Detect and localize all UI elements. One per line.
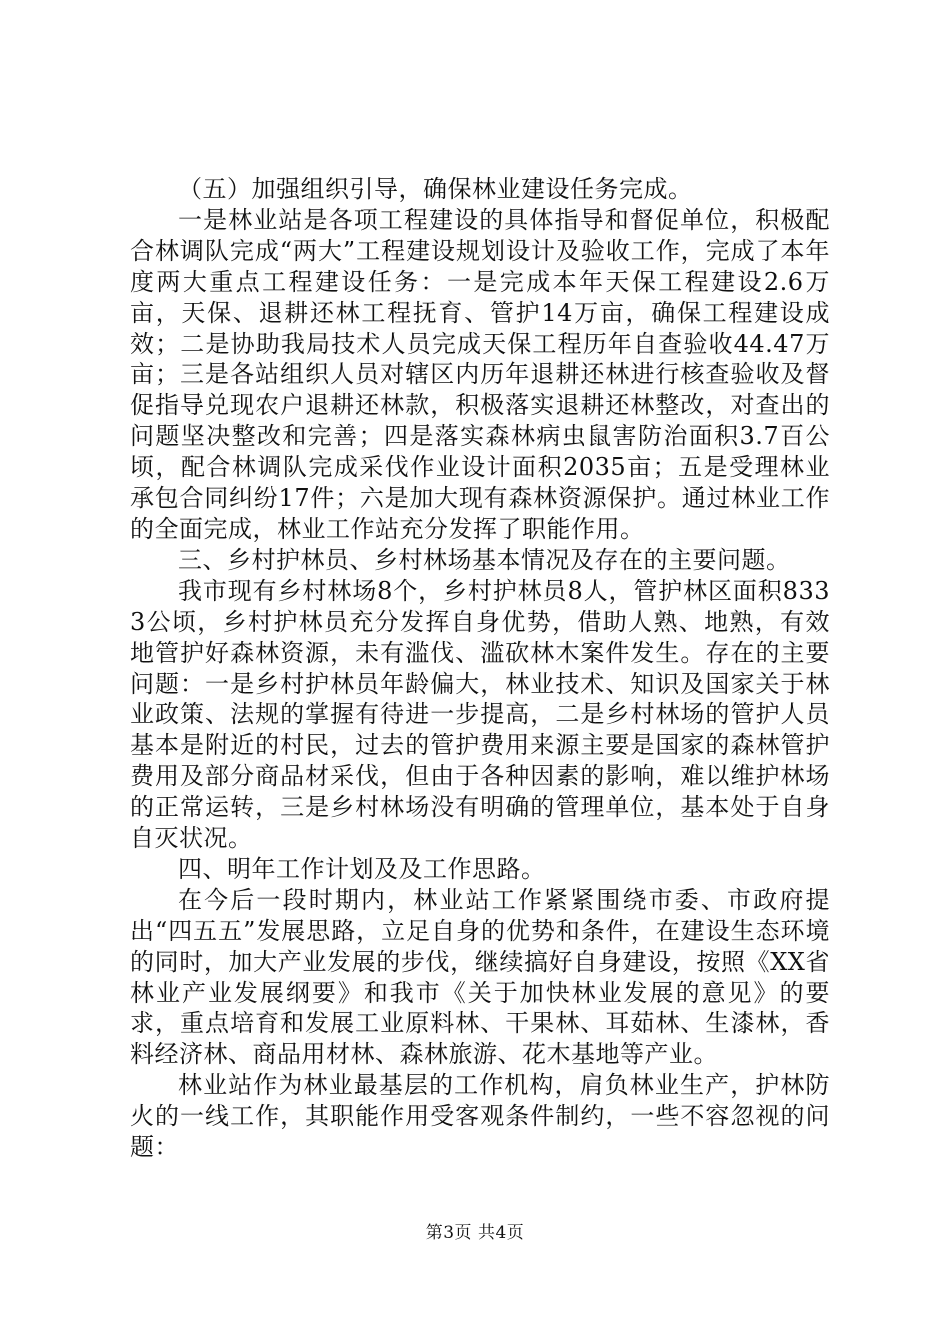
paragraph-rural-forest-rangers: 我市现有乡村林场8个，乡村护林员8人，管护林区面积8333公顷，乡村护林员充分发挥自身优势，借助人熟、地熟，有效地管护好森林资源，未有滥伐、滥砍林木案件发生。存在的主要问题：一是乡村护林员年龄偏大，林业技术、知识及国家关于林业政策、法规的掌握有待进一步提高，二是乡村林场的管护人员基本是附近的村民，过去的管护费用来源主要是国家的森林管护费用及部分商品材采伐，但由于各种因素的影响，难以维护林场的正常运转，三是乡村林场没有明确的管理单位，基本处于自身自灭状况。: [130, 576, 830, 853]
paragraph-problems-intro: 林业站作为林业最基层的工作机构，肩负林业生产，护林防火的一线工作，其职能作用受客观条件制约，一些不容忽视的问题：: [130, 1071, 830, 1162]
paragraph-forestry-station-work: 一是林业站是各项工程建设的具体指导和督促单位，积极配合林调队完成“两大”工程建设规划设计及验收工作，完成了本年度两大重点工程建设任务：一是完成本年天保工程建设2.6万亩，天保、退耕还林工程抚育、管护14万亩，确保工程建设成效；二是协助我局技术人员完成天保工程历年自查验收44.47万亩；三是各站组织人员对辖区内历年退耕还林进行核查验收及督促指导兑现农户退耕还林款，积极落实退耕还林整改，对查出的问题坚决整改和完善；四是落实森林病虫鼠害防治面积3.7百公顷，配合林调队完成采伐作业设计面积2035亩；五是受理林业承包合同纠纷17件；六是加大现有森林资源保护。通过林业工作的全面完成，林业工作站充分发挥了职能作用。: [130, 205, 830, 543]
paragraph-section-five-heading: （五）加强组织引导，确保林业建设任务完成。: [178, 175, 693, 203]
page-footer: 第3页 共4页: [425, 1223, 525, 1243]
document-body: [130, 174, 830, 1163]
paragraph-work-plan: 在今后一段时期内，林业站工作紧紧围绕市委、市政府提出“四五五”发展思路，立足自身的优势和条件，在建设生态环境的同时，加大产业发展的步伐，继续搞好自身建设，按照《XX省林业产业发展纲要》和我市《关于加快林业发展的意见》的要求，重点培育和发展工业原料林、干果林、耳茹林、生漆林，香料经济林、商品用材林、森林旅游、花木基地等产业。: [130, 885, 830, 1069]
paragraph-section-three-heading: 三、乡村护林员、乡村林场基本情况及存在的主要问题。: [178, 545, 791, 574]
paragraph-section-four-heading: 四、明年工作计划及及工作思路。: [178, 854, 546, 883]
